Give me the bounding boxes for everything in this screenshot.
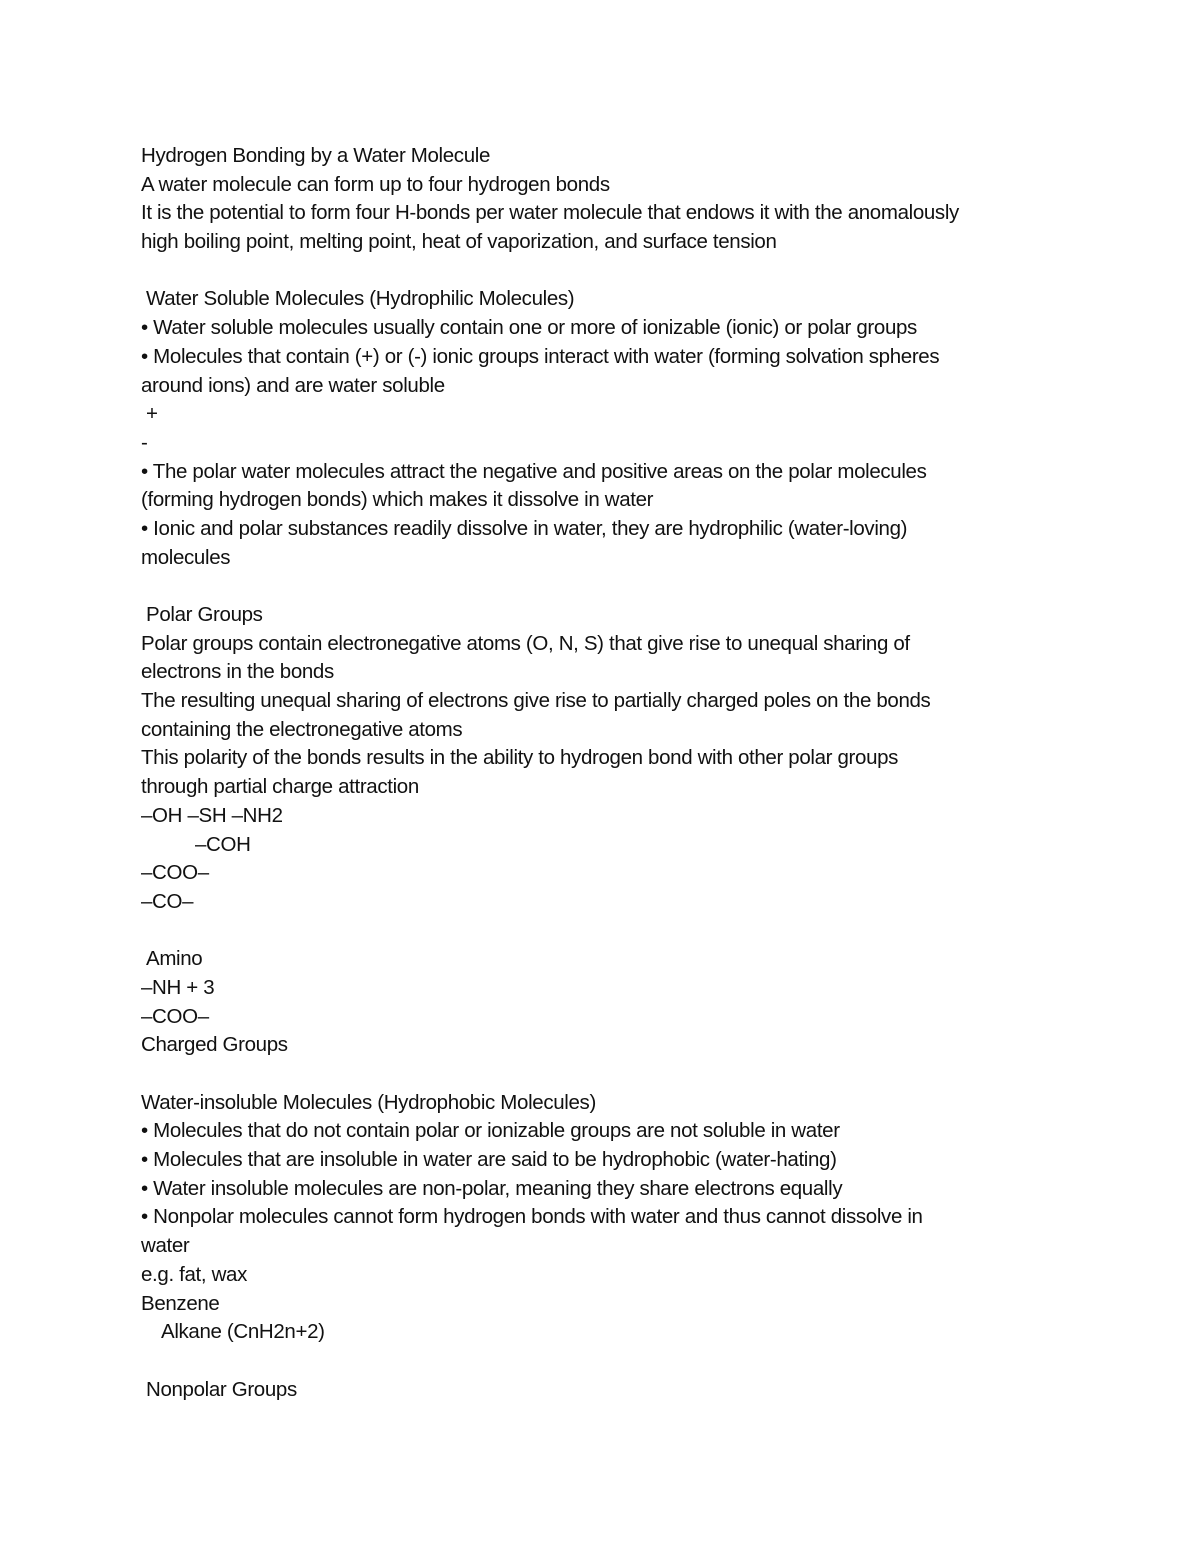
bullet-item: • Nonpolar molecules cannot form hydrogen bonds with water and thus cannot dissolve in: [141, 1205, 923, 1229]
text-line: molecules: [141, 545, 231, 569]
heading-polar-groups: Polar Groups: [146, 603, 263, 626]
blank-line: [141, 257, 1081, 286]
text-line: Polar groups contain electronegative atoms (O, N, S) that give rise to unequal sharing of: [141, 631, 910, 655]
text-line: Charged Groups: [141, 1033, 288, 1057]
text-line: Benzene: [141, 1291, 220, 1315]
text-line: This polarity of the bonds results in the ability to hydrogen bond with other polar groups: [141, 746, 899, 770]
text-line: electrons in the bonds: [141, 660, 334, 684]
blank-line: [141, 917, 1081, 946]
text-line: The resulting unequal sharing of electrons give rise to partially charged poles on the bonds: [141, 689, 931, 713]
document-body: [141, 142, 1081, 1404]
plus-sign: +: [146, 402, 158, 426]
text-line: e.g. fat, wax: [141, 1262, 247, 1286]
text-line: It is the potential to form four H-bonds per water molecule that endows it with the anomalously: [141, 201, 959, 225]
bullet-item: • Molecules that contain (+) or (-) ionic groups interact with water (forming solvation spheres: [141, 344, 940, 368]
blank-line: [141, 1347, 1081, 1376]
chemical-group: –CO–: [141, 889, 194, 913]
text-line: containing the electronegative atoms: [141, 717, 463, 741]
heading-water-insoluble: Water-insoluble Molecules (Hydrophobic Molecules): [141, 1090, 596, 1114]
text-line: high boiling point, melting point, heat of vaporization, and surface tension: [141, 230, 777, 254]
chemical-group: –COO–: [141, 861, 209, 885]
bullet-item: • Molecules that are insoluble in water are said to be hydrophobic (water-hating): [141, 1148, 837, 1172]
bullet-item: • Molecules that do not contain polar or ionizable groups are not soluble in water: [141, 1119, 840, 1143]
text-line: A water molecule can form up to four hydrogen bonds: [141, 172, 610, 196]
bullet-item: • Water soluble molecules usually contain one or more of ionizable (ionic) or polar groups: [141, 316, 917, 340]
blank-line: [141, 572, 1081, 601]
blank-line: [141, 1060, 1081, 1089]
heading-nonpolar-groups: Nonpolar Groups: [146, 1377, 297, 1401]
bullet-item: • Ionic and polar substances readily dissolve in water, they are hydrophilic (water-loving): [141, 516, 908, 540]
bullet-item: • The polar water molecules attract the negative and positive areas on the polar molecules: [141, 459, 927, 483]
text-line: water: [141, 1234, 190, 1258]
text-line: Alkane (CnH2n+2): [161, 1320, 325, 1344]
heading-amino: Amino: [146, 947, 203, 971]
chemical-group: –COO–: [141, 1004, 209, 1028]
text-line: around ions) and are water soluble: [141, 373, 445, 397]
minus-sign: -: [141, 430, 148, 454]
bullet-item: • Water insoluble molecules are non-polar, meaning they share electrons equally: [141, 1176, 843, 1200]
chemical-groups: –OH –SH –NH2: [141, 803, 283, 827]
text-line: (forming hydrogen bonds) which makes it dissolve in water: [141, 488, 654, 512]
heading-water-soluble: Water Soluble Molecules (Hydrophilic Molecules): [146, 287, 575, 311]
text-line: through partial charge attraction: [141, 775, 419, 799]
chemical-group: –NH + 3: [141, 975, 215, 999]
chemical-group: –COH: [195, 832, 251, 856]
heading-hydrogen-bonding: Hydrogen Bonding by a Water Molecule: [141, 144, 491, 167]
